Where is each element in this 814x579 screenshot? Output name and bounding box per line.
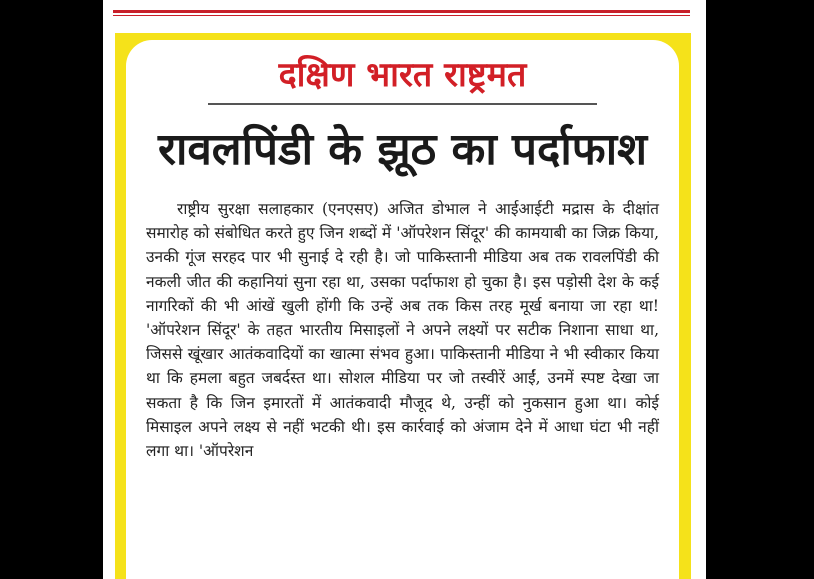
article-body: राष्ट्रीय सुरक्षा सलाहकार (एनएसए) अजित डोभाल ने आईआईटी मद्रास के दीक्षांत समारोह को संबोधित करते हुए जिन शब्दों में 'ऑपरेशन सिंदूर' की कामयाबी का जिक्र किया, उनकी गूंज सरहद पार भी सुनाई दे रही है। जो पाकिस्तानी मीडिया अब तक रावलपिंडी की नकली जीत की कहानियां सुना रहा था, उसका पर्दाफाश हो चुका है। इस पड़ोसी देश के कई नागरिकों की भी आंखें खुली होंगी कि उन्हें अब तक किस तरह मूर्ख बनाया जा रहा था! 'ऑपरेशन सिंदूर' के तहत भारतीय मिसाइलों ने अपने लक्ष्यों पर सटीक निशाना साधा था, जिससे खूंखार आतंकवादियों का खात्मा संभव हुआ। पाकिस्तानी मीडिया ने भी स्वीकार किया था कि हमला बहुत जबर्दस्त था। सोशल मीडिया पर जो तस्वीरें आईं, उनमें स्पष्ट देखा जा सकता है कि जिन इमारतों में आतंकवादी मौजूद थे, उन्हीं को नुकसान हुआ था। कोई मिसाइल अपने लक्ष्य से नहीं भटकी थी। इस कार्रवाई को अंजाम देने में आधा घंटा भी नहीं लगा था। 'ऑपरेशन: [146, 200, 659, 461]
masthead-divider: [208, 103, 597, 105]
article-headline: रावलपिंडी के झूठ का पर्दाफाश: [157, 124, 648, 175]
newspaper-page: [103, 0, 706, 579]
masthead-title: दक्षिण भारत राष्ट्रमत: [278, 55, 527, 95]
editorial-box: [126, 40, 679, 579]
viewer-edge: [706, 0, 710, 579]
top-red-rule-thin: [113, 15, 690, 16]
top-red-rule: [113, 10, 690, 13]
